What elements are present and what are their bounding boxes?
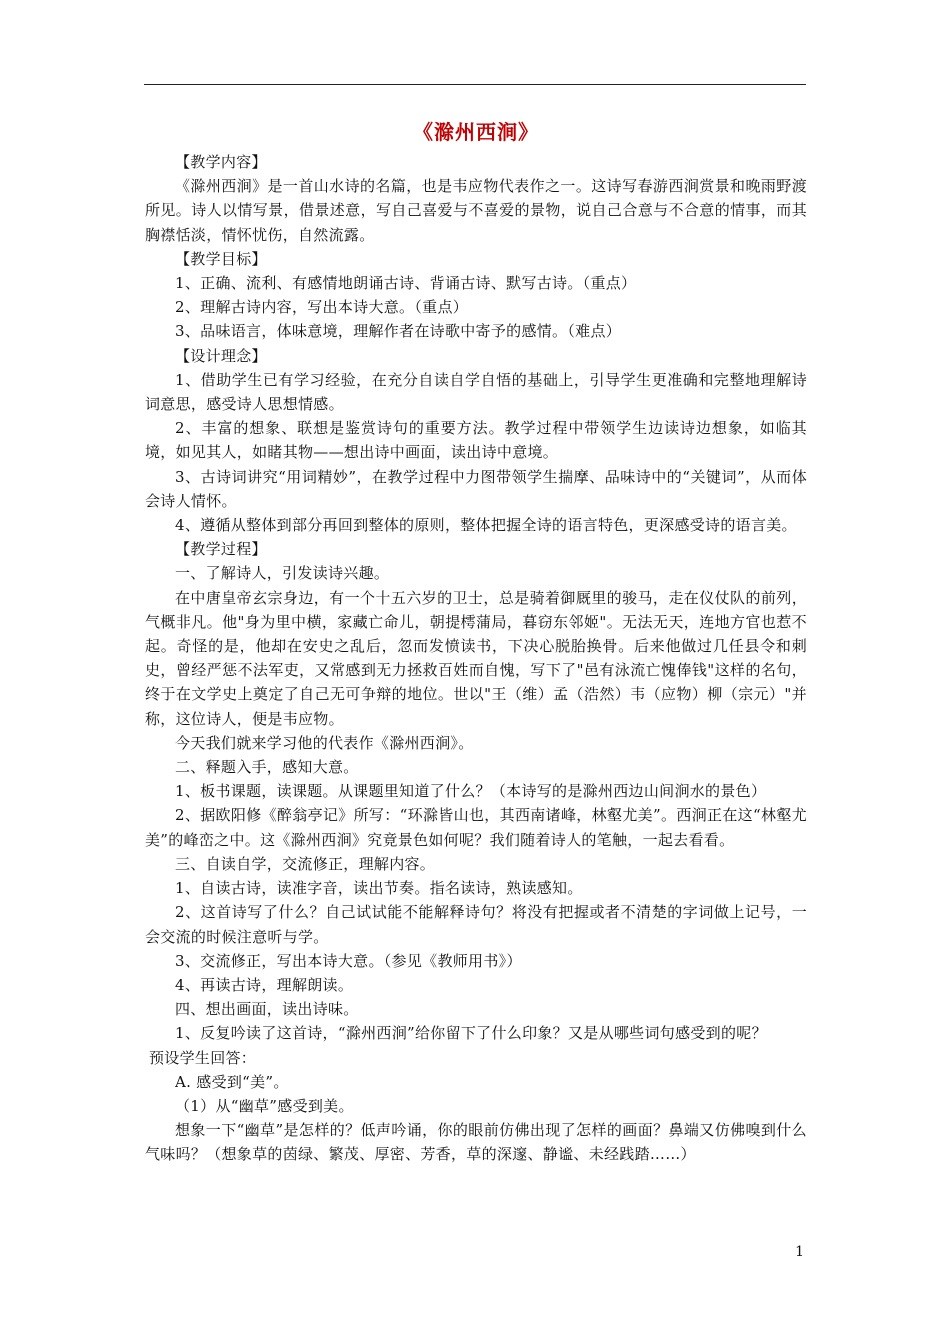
paragraph: 想象一下“幽草”是怎样的？低声吟诵，你的眼前仿佛出现了怎样的画面？鼻端又仿佛嗅到什么气味吗？（想象草的茵绿、繁茂、厚密、芳香，草的深邃、静谧、未经践踏……）	[145, 1121, 807, 1164]
paragraph: 2、据欧阳修《醉翁亭记》所写：“环滁皆山也，其西南诸峰，林壑尤美”。西涧正在这“林壑尤美”的峰峦之中。这《滁州西涧》究竟景色如何呢？我们随着诗人的笔触，一起去看看。	[145, 806, 807, 849]
paragraph: 2、丰富的想象、联想是鉴赏诗句的重要方法。教学过程中带领学生边读诗边想象，如临其境，如见其人，如睹其物——想出诗中画面，读出诗中意境。	[145, 419, 807, 462]
paragraph: 1、借助学生已有学习经验，在充分自读自学自悟的基础上，引导学生更准确和完整地理解诗词意思，感受诗人思想情感。	[145, 370, 807, 414]
paragraph: 1、反复吟读了这首诗，“滁州西涧”给你留下了什么印象？又是从哪些词句感受到的呢？	[175, 1024, 767, 1043]
paragraph: 4、遵循从整体到部分再回到整体的原则，整体把握全诗的语言特色，更深感受诗的语言美。	[175, 516, 797, 535]
paragraph: 一、了解诗人，引发读诗兴趣。	[175, 564, 390, 583]
paragraph: 3、古诗词讲究“用词精妙”，在教学过程中力图带领学生揣摩、品味诗中的“关键词”，从而体会诗人情怀。	[145, 467, 807, 510]
section-heading-content: 【教学内容】	[175, 153, 267, 171]
paragraph: 今天我们就来学习他的代表作《滁州西涧》。	[175, 733, 474, 752]
paragraph: 3、交流修正，写出本诗大意。（参见《教师用书》）	[175, 951, 522, 970]
paragraph: 3、品味语言，体味意境，理解作者在诗歌中寄予的感情。（难点）	[175, 322, 622, 341]
paragraph: 4、再读古诗，理解朗读。	[175, 975, 354, 994]
paragraph: 1、正确、流利、有感情地朗诵古诗、背诵古诗、默写古诗。（重点）	[175, 274, 637, 293]
section-heading-concept: 【设计理念】	[175, 346, 267, 365]
document-body	[145, 118, 807, 1167]
paragraph: 二、释题入手，感知大意。	[175, 758, 359, 777]
paragraph: 《滁州西涧》是一首山水诗的名篇，也是韦应物代表作之一。这诗写春游西涧赏景和晚雨野渡所见。诗人以情写景，借景述意，写自己喜爱与不喜爱的景物，说自己合意与不合意的情事，而其胸襟恬淡，情怀忧伤，自然流露。	[145, 177, 807, 244]
paragraph: A. 感受到“美”。	[175, 1072, 289, 1091]
paragraph: 2、理解古诗内容，写出本诗大意。（重点）	[175, 298, 469, 317]
page-number: 1	[795, 1244, 804, 1260]
paragraph: 1、自读古诗，读准字音，读出节奏。指名读诗，熟读感知。	[175, 879, 583, 898]
header-rule	[144, 84, 806, 85]
paragraph: 四、想出画面，读出诗味。	[175, 1000, 359, 1019]
document-title: 《滁州西涧》	[413, 120, 539, 144]
paragraph: 三、自读自学，交流修正，理解内容。	[175, 854, 436, 873]
paragraph: 2、这首诗写了什么？自己试试能不能解释诗句？将没有把握或者不清楚的字词做上记号，一会交流的时候注意听与学。	[145, 903, 807, 946]
paragraph: （1）从“幽草”感受到美。	[175, 1096, 354, 1115]
paragraph: 在中唐皇帝玄宗身边，有一个十五六岁的卫士，总是骑着御厩里的骏马，走在仪仗队的前列，气概非凡。他"身为里中横，家藏亡命儿，朝提樗蒲局，暮窃东邻姬"。无法无天，连地方官也惹不起。奇怪的是，他却在安史之乱后，忽而发愤读书，下决心脱胎换骨。后来他做过几任县令和刺史，曾经严惩不法军吏，又常感到无力拯救百姓而自愧，写下了"邑有泳流亡愧俸钱"这样的名句，终于在文学史上奠定了自己无可争辩的地位。世以"王（维）孟（浩然）韦（应物）柳（宗元）"并称，这位诗人，便是韦应物。	[145, 588, 807, 728]
paragraph: 1、板书课题，读课题。从课题里知道了什么？（本诗写的是滁州西边山间涧水的景色）	[175, 782, 767, 801]
paragraph: 预设学生回答：	[149, 1048, 257, 1067]
section-heading-goals: 【教学目标】	[175, 249, 267, 268]
section-heading-process: 【教学过程】	[175, 540, 267, 559]
